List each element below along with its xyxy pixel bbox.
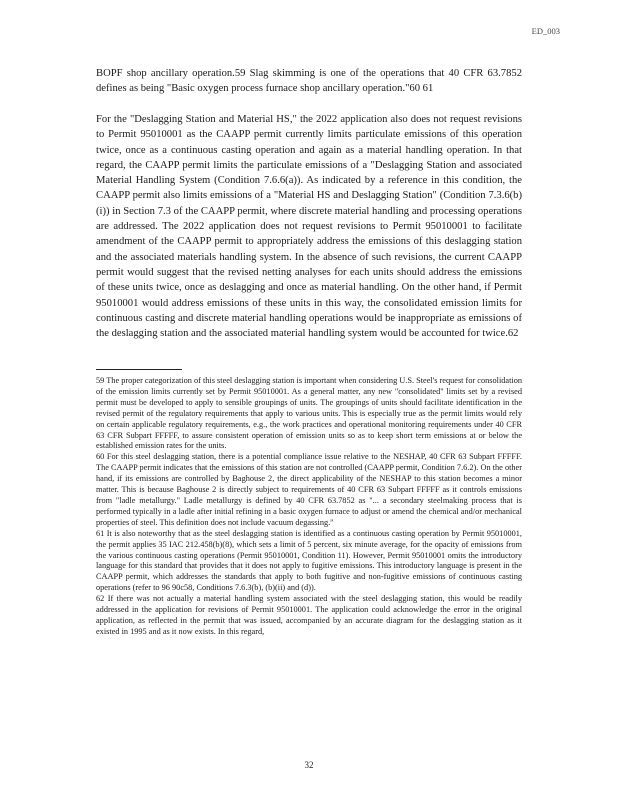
body-paragraph-1 [96,66,522,97]
footnote-separator [96,369,182,370]
paragraph-text: BOPF shop ancillary operation.59 Slag skimming is one of the operations that 40 CFR 63.7852 defines as being "Basic oxygen process furnace shop ancillary operation."60 61 [96,68,522,95]
body-paragraph-2 [96,112,522,341]
footnotes-section [96,376,522,638]
paragraph-text: For the "Deslagging Station and Material HS," the 2022 application also does not request revisions to Permit 95010001 as the CAAPP permit currently limits particulate emissions of this operation twice, once as a continuous casting operation and again as a material handling operation. In that regard, the CAAPP permit limits the particulate emissions of a "Deslagging Station and associated Material Handling System (Condition 7.6.6(a)). As indicated by a reference in this condition, the CAAPP permit also limits emissions of a "Material HS and Deslagging Station" (Condition 7.3.6(b)(i)) in Section 7.3 of the CAAPP permit, where discrete material handling and processing operations are addressed. The 2022 application does not request revisions to Permit 95010001 to facilitate amendment of the CAAPP permit to appropriately address the emissions of this deslagging station and the associated materials handling system. In the absence of such revisions, the current CAAPP permit would suggest that the revised netting analyses for each units should address the emissions of these units twice, once as deslagging and once as material handling. On the other hand, if Permit 95010001 would address emissions of these units in this way, the consolidated emission limits for continuous casting and discrete material handling operations would be inappropriate as emissions of the deslagging station and the associated material handling system would be accounted for twice.62 [96,114,522,340]
footnote-61: 61 It is also noteworthy that as the steel deslagging station is identified as a continuous casting operation by Permit 95010001, the permit applies 35 IAC 212.458(b)(8), which sets a limit of 5 percent, six minute average, for the opacity of emissions from the various continuous casting operations (Permit 95010001, Condition 11). However, Permit 95010001 omits the introductory language for this standard that provides that it does not apply to fugitive emissions. This introductory language is present in the CAAPP permit, which addresses the standards that apply to both fugitive and non-fugitive emissions of continuous casting operations (refer to 96 90c58, Conditions 7.6.3(b), (b)(ii) and (d)). [96,528,522,593]
page-number: 32 [304,760,314,770]
document-id-header: ED_003 [531,26,560,36]
footnote-59: 59 The proper categorization of this steel deslagging station is important when considering U.S. Steel's request for consolidation of the emission limits currently set by Permit 95010001. As a general matter, any new "consolidated" limits set by a revised permit must be developed to apply to sensible groupings of units. The groupings of units should facilitate identification in the revised permit of the regulatory requirements that apply to various units. This is especially true as the permit limits would rely on certain applicable regulatory requirements, e.g., the work practices and operational monitoring requirements under 40 CFR 63 CFR Subpart FFFFF, to assure consistent operation of emission units so as to keep short term emissions at or below the established emission rates for the units. [96,376,523,451]
footnote-60: 60 For this steel deslagging station, there is a potential compliance issue relative to the NESHAP, 40 CFR 63 Subpart FFFFF. The CAAPP permit indicates that the emissions of this station are not controlled (CAAPP permit, Condition 7.6.2). On the other hand, if its emissions are controlled by Baghouse 2, the direct applicability of the NESHAP to this station becomes a minor matter. This is because Baghouse 2 is directly subject to requirements of 40 CFR 63 Subpart FFFFF as it controls emissions from "ladle metallurgy." Ladle metallurgy is defined by 40 CFR 63.7852 as "... a secondary steelmaking process that is performed typically in a ladle after initial refining in a basic oxygen furnace to adjust or amend the chemical and/or mechanical properties of steel. This definition does not include vacuum degassing." [96,452,522,527]
footnote-62: 62 If there was not actually a material handling system associated with the steel deslagging station, this would be readily addressed in the application for revisions of Permit 95010001. The application could acknowledge the error in the original application, as reflected in the permit that was issued, accompanied by an accurate diagram for the deslagging station as it existed in 1995 and as it now exists. In this regard, [96,594,522,636]
